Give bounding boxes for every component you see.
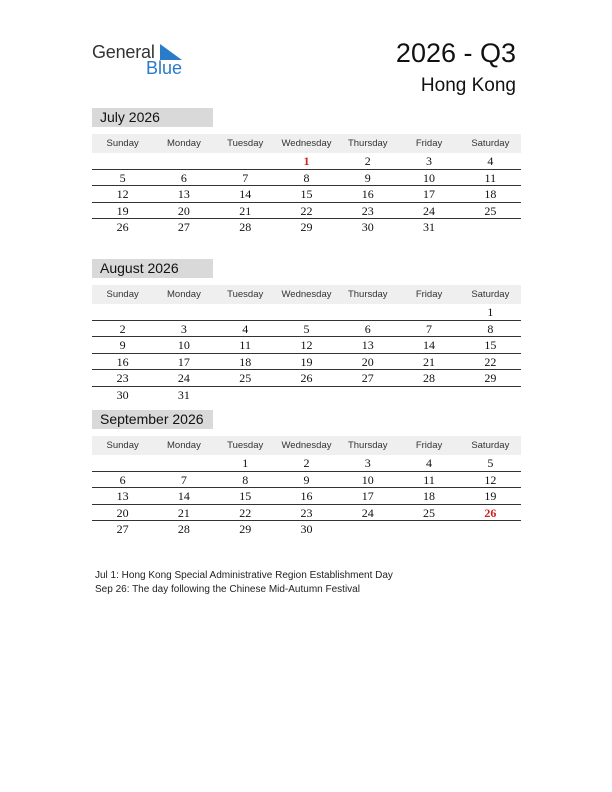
day-cell: 6 <box>180 170 187 185</box>
day-cell: 23 <box>361 203 374 218</box>
brand-word-blue: Blue <box>146 58 183 78</box>
day-cell: 14 <box>423 338 436 352</box>
brand-logo <box>92 40 192 80</box>
day-cell: 6 <box>119 472 126 487</box>
week-row <box>92 170 521 187</box>
weekday-label: Saturday <box>471 440 510 451</box>
weekday-label: Friday <box>415 138 443 149</box>
empty-day-cell <box>398 387 459 404</box>
month-calendar-september <box>92 410 521 538</box>
day-cell: 29 <box>484 371 497 385</box>
day-cell: 9 <box>364 170 371 185</box>
day-cell: 2 <box>303 456 310 470</box>
day-cell: 5 <box>119 170 126 185</box>
weekday-label: Sunday <box>106 440 139 451</box>
month-calendar-july <box>92 108 521 236</box>
day-cell: 1 <box>487 305 494 319</box>
week-row <box>92 186 521 203</box>
day-cell: 9 <box>303 472 310 487</box>
day-cell: 2 <box>364 154 371 168</box>
week-row <box>92 219 521 236</box>
weekday-label: Saturday <box>471 289 510 300</box>
day-cell: 12 <box>116 187 129 201</box>
page-subtitle: Hong Kong <box>420 75 516 96</box>
empty-day-cell <box>215 153 276 169</box>
day-cell: 14 <box>239 187 252 201</box>
day-cell: 9 <box>119 338 126 352</box>
day-cell: 30 <box>116 387 129 402</box>
weekday-label: Tuesday <box>227 138 264 149</box>
weekday-label: Friday <box>415 440 443 451</box>
week-row <box>92 304 521 321</box>
empty-day-cell <box>92 153 153 169</box>
day-cell: 28 <box>423 371 436 385</box>
day-cell: 21 <box>423 354 436 369</box>
empty-day-cell <box>276 304 337 320</box>
day-cell: 16 <box>116 354 129 369</box>
day-cell: 16 <box>300 489 313 503</box>
day-cell: 2 <box>119 321 126 336</box>
day-cell: 18 <box>239 354 252 369</box>
week-row <box>92 472 521 489</box>
empty-day-cell <box>215 387 276 404</box>
day-cell: 27 <box>116 522 129 536</box>
holiday-note: Sep 26: The day following the Chinese Mid-Autumn Festival <box>95 584 360 595</box>
week-row <box>92 153 521 170</box>
holiday-note: Jul 1: Hong Kong Special Administrative Region Establishment Day <box>95 570 393 581</box>
day-cell: 25 <box>423 505 436 520</box>
weekday-label: Monday <box>167 440 201 451</box>
month-calendar-august <box>92 259 521 403</box>
empty-day-cell <box>153 153 214 169</box>
day-cell: 27 <box>361 371 374 385</box>
day-cell: 10 <box>423 170 436 185</box>
week-row <box>92 370 521 387</box>
day-cell: 23 <box>116 371 129 385</box>
weekday-label: Tuesday <box>227 289 264 300</box>
day-cell: 8 <box>487 321 494 336</box>
day-cell: 17 <box>361 489 374 503</box>
week-row <box>92 455 521 472</box>
empty-day-cell <box>92 304 153 320</box>
week-row <box>92 387 521 404</box>
weekday-label: Wednesday <box>281 289 332 300</box>
empty-day-cell <box>153 455 214 471</box>
day-cell: 7 <box>426 321 433 336</box>
month-title: August 2026 <box>92 259 213 278</box>
day-cell: 7 <box>180 472 187 487</box>
day-cell: 6 <box>364 321 371 336</box>
weekday-label: Sunday <box>106 138 139 149</box>
weekday-label: Thursday <box>347 289 388 300</box>
day-cell: 19 <box>300 354 313 369</box>
day-cell: 5 <box>487 456 494 470</box>
day-cell: 4 <box>426 456 433 470</box>
weekday-label: Tuesday <box>227 440 264 451</box>
day-cell: 21 <box>239 203 252 218</box>
month-title: September 2026 <box>92 410 213 429</box>
empty-day-cell <box>337 304 398 320</box>
day-cell: 1 <box>242 456 249 470</box>
day-cell: 28 <box>239 220 252 234</box>
empty-day-cell <box>398 521 459 538</box>
day-cell: 7 <box>242 170 249 185</box>
day-cell: 17 <box>177 354 190 369</box>
weekday-header-row <box>92 285 521 304</box>
day-cell: 22 <box>484 354 497 369</box>
day-cell: 5 <box>303 321 310 336</box>
day-cell: 25 <box>239 371 252 385</box>
brand-word-general: General <box>92 42 155 62</box>
day-cell: 12 <box>300 338 313 352</box>
day-cell: 29 <box>239 522 252 536</box>
holiday-notes <box>95 569 393 597</box>
week-row <box>92 337 521 354</box>
day-cell: 22 <box>239 505 252 520</box>
weekday-label: Saturday <box>471 138 510 149</box>
week-row <box>92 505 521 522</box>
day-cell: 20 <box>116 505 129 520</box>
day-cell: 10 <box>361 472 374 487</box>
day-cell: 3 <box>180 321 187 336</box>
weekday-header-row <box>92 436 521 455</box>
empty-day-cell <box>460 521 521 538</box>
day-cell: 31 <box>177 387 190 402</box>
day-cell: 4 <box>242 321 249 336</box>
day-cell: 17 <box>423 187 436 201</box>
weekday-label: Sunday <box>106 289 139 300</box>
day-cell: 10 <box>177 338 190 352</box>
day-cell: 25 <box>484 203 497 218</box>
empty-day-cell <box>153 304 214 320</box>
day-cell: 26 <box>300 371 313 385</box>
weekday-label: Wednesday <box>281 138 332 149</box>
day-cell: 19 <box>484 489 497 503</box>
day-cell: 20 <box>177 203 190 218</box>
day-cell: 13 <box>177 187 190 201</box>
day-cell: 30 <box>300 522 313 536</box>
empty-day-cell <box>337 387 398 404</box>
week-row <box>92 321 521 338</box>
day-cell: 24 <box>177 371 190 385</box>
empty-day-cell <box>398 304 459 320</box>
day-cell: 18 <box>484 187 497 201</box>
weekday-header-row <box>92 134 521 153</box>
day-cell: 19 <box>116 203 129 218</box>
holiday-day-cell: 1 <box>303 154 310 168</box>
month-title: July 2026 <box>92 108 213 127</box>
day-cell: 13 <box>361 338 374 352</box>
holiday-day-cell: 26 <box>484 505 497 520</box>
week-row <box>92 488 521 505</box>
empty-day-cell <box>337 521 398 538</box>
day-cell: 26 <box>116 220 129 234</box>
day-cell: 28 <box>177 522 190 536</box>
day-cell: 3 <box>426 154 433 168</box>
page-title: 2026 - Q3 <box>395 38 516 68</box>
day-cell: 11 <box>484 170 497 185</box>
day-cell: 13 <box>116 489 129 503</box>
day-cell: 11 <box>239 338 251 352</box>
day-cell: 8 <box>303 170 310 185</box>
weekday-label: Thursday <box>347 138 388 149</box>
day-cell: 21 <box>177 505 190 520</box>
day-cell: 24 <box>423 203 436 218</box>
day-cell: 8 <box>242 472 249 487</box>
weekday-label: Monday <box>167 138 201 149</box>
day-cell: 15 <box>484 338 497 352</box>
weekday-label: Friday <box>415 289 443 300</box>
empty-day-cell <box>460 219 521 236</box>
weekday-label: Wednesday <box>281 440 332 451</box>
weekday-label: Monday <box>167 289 201 300</box>
day-cell: 15 <box>300 187 313 201</box>
day-cell: 11 <box>423 472 435 487</box>
empty-day-cell <box>92 455 153 471</box>
day-cell: 27 <box>177 220 190 234</box>
day-cell: 4 <box>487 154 494 168</box>
day-cell: 12 <box>484 472 497 487</box>
week-row <box>92 354 521 371</box>
day-cell: 16 <box>361 187 374 201</box>
day-cell: 20 <box>361 354 374 369</box>
week-row <box>92 203 521 220</box>
empty-day-cell <box>460 387 521 404</box>
empty-day-cell <box>215 304 276 320</box>
day-cell: 22 <box>300 203 313 218</box>
day-cell: 23 <box>300 505 313 520</box>
day-cell: 14 <box>177 489 190 503</box>
day-cell: 18 <box>423 489 436 503</box>
day-cell: 30 <box>361 220 374 234</box>
day-cell: 24 <box>361 505 374 520</box>
empty-day-cell <box>276 387 337 404</box>
day-cell: 29 <box>300 220 313 234</box>
weekday-label: Thursday <box>347 440 388 451</box>
day-cell: 15 <box>239 489 252 503</box>
week-row <box>92 521 521 538</box>
day-cell: 3 <box>364 456 371 470</box>
day-cell: 31 <box>423 220 436 234</box>
